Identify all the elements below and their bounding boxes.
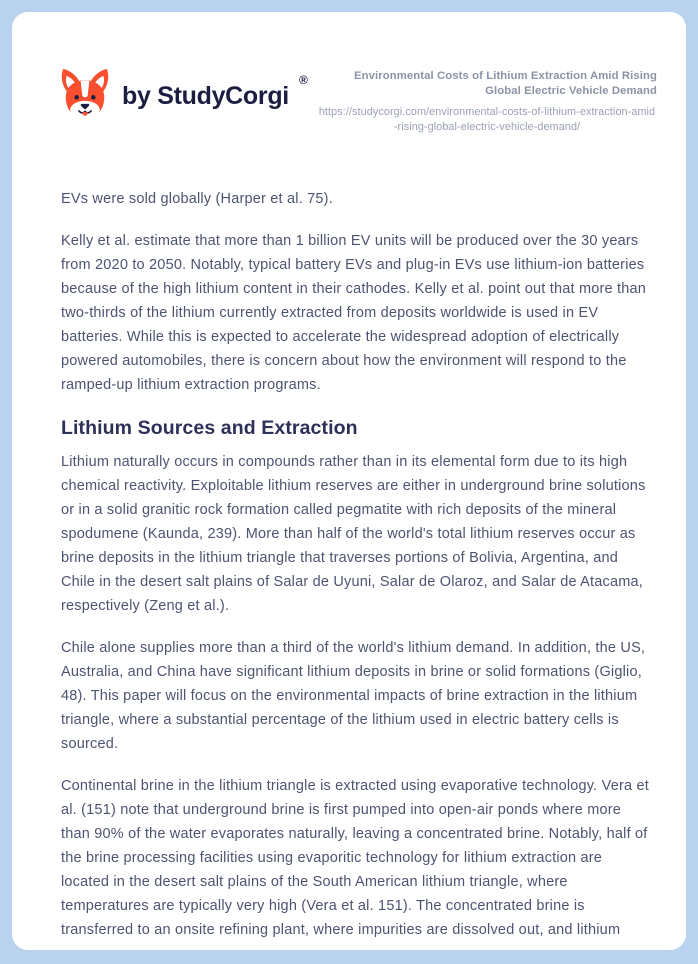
document-url-link[interactable]: https://studycorgi.com/environmental-costs-of-lithium-extraction-amid-rising-global-electric-vehicle-demand/ bbox=[318, 106, 656, 133]
corgi-icon bbox=[57, 67, 113, 125]
paragraph: Lithium naturally occurs in compounds rather than in its elemental form due to its high chemical reactivity. Exploitable lithium reserves are either in underground brine solutions or in a solid granitic rock formation called pegmatite with rich deposits of the mineral spodumene (Kaunda, 239). More than half of the world's total lithium reserves occur as brine deposits in the lithium triangle that traverses portions of Bolivia, Argentina, and Chile in the desert salt plains of Salar de Uyuni, Salar de Olaroz, and Salar de Atacama, respectively (Zeng et al.). bbox=[61, 453, 646, 614]
registered-trademark-icon: ® bbox=[298, 73, 308, 87]
document-card bbox=[12, 12, 686, 950]
document-header bbox=[57, 67, 657, 134]
paragraph: Chile alone supplies more than a third of the world's lithium demand. In addition, the US, Australia, and China have significant lithium deposits in brine or solid formations (Giglio, 48). This paper will focus on the environmental impacts of brine extraction in the lithium triangle, where a substantial percentage of the lithium used in electric battery cells is sourced. bbox=[61, 639, 646, 752]
paragraph: Kelly et al. estimate that more than 1 billion EV units will be produced over the 30 years from 2020 to 2050. Notably, typical battery EVs and plug-in EVs use lithium-ion batteries because of the high lithium content in their cathodes. Kelly et al. point out that more than two-thirds of the lithium currently extracted from deposits worldwide is used in EV batteries. While this is expected to accelerate the widespread adoption of electrically powered automobiles, there is concern about how the environment will respond to the ramped-up lithium extraction programs. bbox=[61, 232, 647, 393]
studycorgi-logo[interactable] bbox=[57, 67, 308, 125]
paragraph: EVs were sold globally (Harper et al. 75). bbox=[61, 190, 333, 207]
document-title: Environmental Costs of Lithium Extraction Amid Rising Global Electric Vehicle Demand bbox=[353, 70, 657, 97]
document-body bbox=[61, 187, 651, 942]
paragraph: Continental brine in the lithium triangle is extracted using evaporative technology. Vera et al. (151) note that underground brine is first pumped into open-air ponds where more than 90% of the water evaporates naturally, leaving a concentrated brine. Notably, half of the brine processing facilities using evaporitic technology for lithium extraction are located in the desert salt plains of the South American lithium triangle, where temperatures are typically very high (Vera et al. 151). The concentrated brine is transferred to an onsite refining plant, where impurities are dissolved out, and lithium bbox=[61, 777, 649, 938]
section-heading: Lithium Sources and Extraction bbox=[61, 416, 358, 439]
document-meta bbox=[317, 67, 657, 134]
brand-text: by StudyCorgi bbox=[122, 81, 289, 110]
